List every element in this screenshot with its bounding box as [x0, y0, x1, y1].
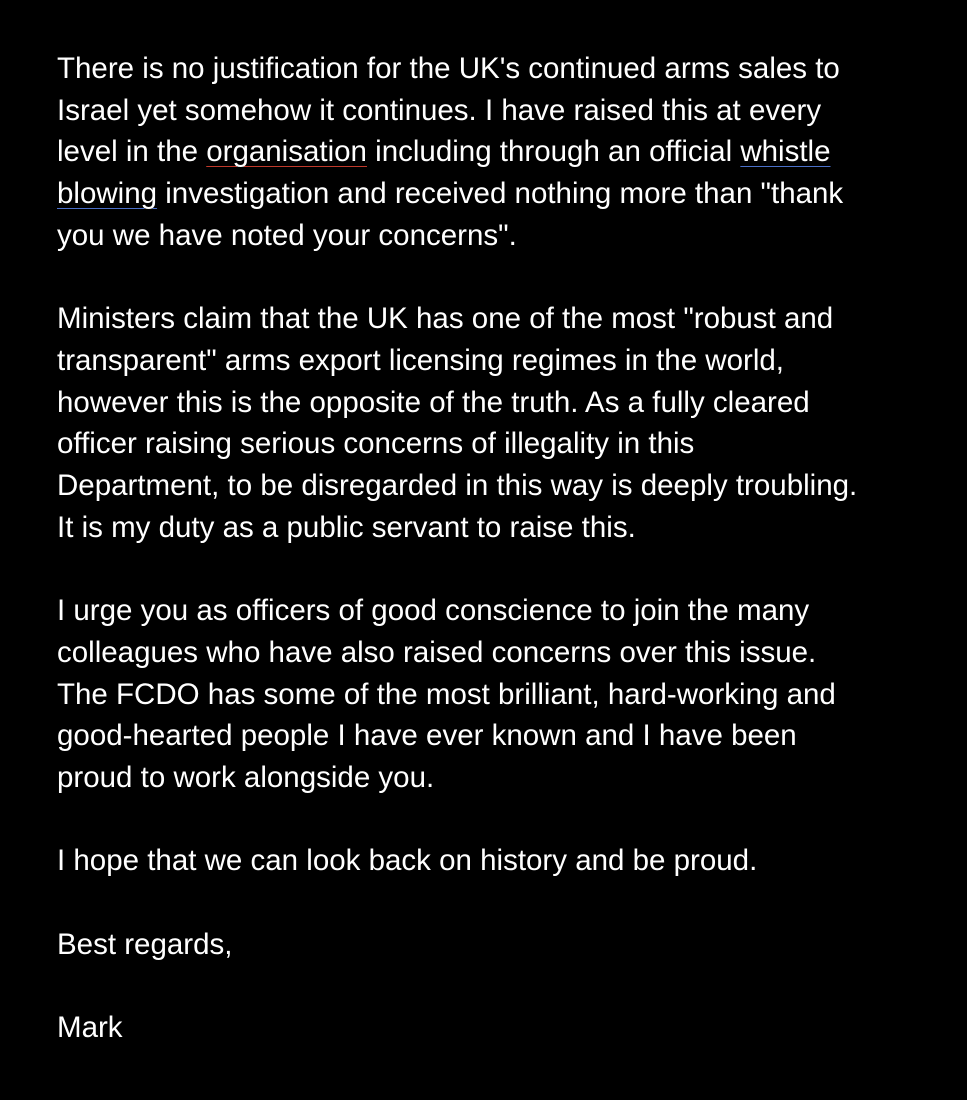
- text-line: Israel yet somehow it continues. I have raised this at every: [57, 93, 822, 127]
- paragraph-2: [57, 298, 937, 548]
- text-line: I hope that we can look back on history and be proud.: [57, 844, 758, 878]
- signature: [57, 1007, 937, 1049]
- text-line: [57, 173, 937, 215]
- text-line: proud to work alongside you.: [57, 760, 435, 794]
- text-line: officer raising serious concerns of illegality in this: [57, 427, 695, 461]
- text-line: I urge you as officers of good conscience to join the many: [57, 594, 810, 628]
- closing-text: Best regards,: [57, 927, 233, 961]
- text-line: The FCDO has some of the most brilliant, hard-working and: [57, 677, 836, 711]
- spellcheck-word-blowing: blowing: [57, 177, 158, 211]
- text-line: Ministers claim that the UK has one of the most "robust and: [57, 302, 834, 336]
- signature-name: Mark: [57, 1011, 123, 1045]
- text-line: however this is the opposite of the truth. As a fully cleared: [57, 385, 810, 419]
- text-fragment: level in the: [57, 135, 207, 169]
- text-line: There is no justification for the UK's continued arms sales to: [57, 52, 840, 85]
- spellcheck-word-whistle: whistle: [740, 135, 831, 169]
- text-line: Department, to be disregarded in this way is deeply troubling.: [57, 469, 858, 503]
- text-line: you we have noted your concerns".: [57, 218, 517, 252]
- text-fragment: investigation and received nothing more than "thank: [157, 177, 844, 211]
- paragraph-1: [57, 48, 937, 257]
- text-line: [57, 131, 937, 173]
- letter-body: [57, 48, 937, 1090]
- closing: [57, 924, 937, 966]
- text-line: It is my duty as a public servant to raise this.: [57, 510, 636, 544]
- text-line: good-hearted people I have ever known and I have been: [57, 719, 797, 753]
- text-fragment: including through an official: [366, 135, 741, 169]
- spellcheck-word-organisation: organisation: [206, 135, 367, 169]
- paragraph-3: [57, 590, 937, 799]
- paragraph-4: [57, 840, 937, 882]
- text-line: colleagues who have also raised concerns over this issue.: [57, 635, 817, 669]
- text-line: transparent" arms export licensing regimes in the world,: [57, 343, 784, 377]
